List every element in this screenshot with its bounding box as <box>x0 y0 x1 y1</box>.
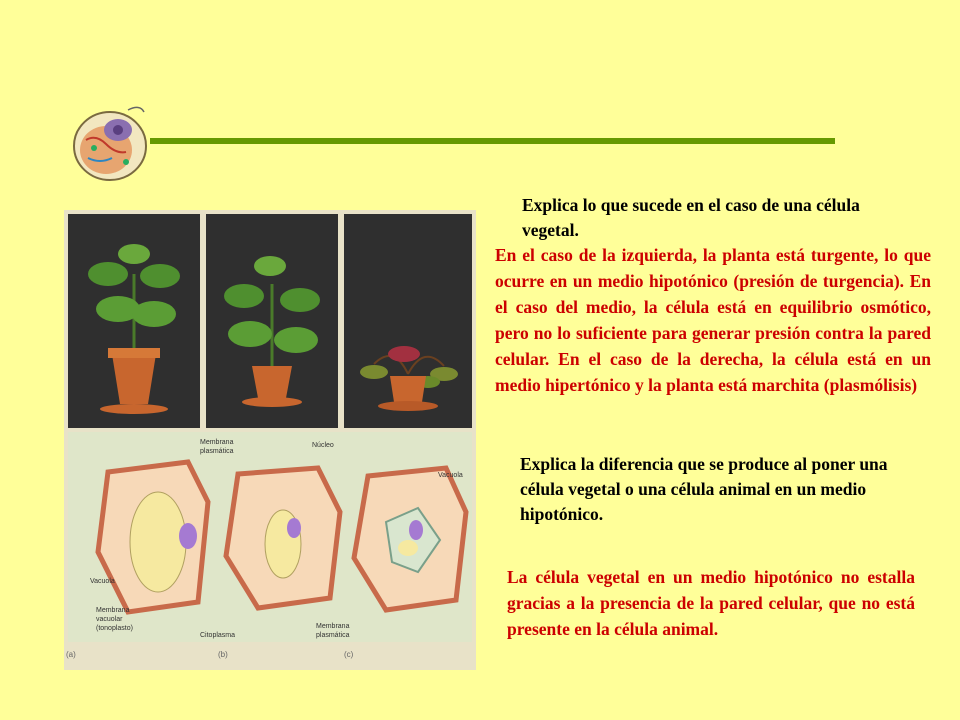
equilibrium-plant-icon <box>206 214 338 428</box>
plant-photo-wilted <box>344 214 472 428</box>
plant-photo-turgent <box>68 214 200 428</box>
plant-photo-equilibrium <box>206 214 338 428</box>
animal-cell-clipart-icon <box>66 100 162 190</box>
label-membrana-vacuolar: Membrana vacuolar (tonoplasto) <box>96 607 133 632</box>
label-nucleo: Núcleo <box>312 442 334 449</box>
panel-letter-c: (c) <box>344 650 354 659</box>
answer-1: En el caso de la izquierda, la planta está turgente, lo que ocurre en un medio hipotónico (presión de turgencia). En el caso del medio, la célula está en equilibrio osmótico, pero no lo suficiente para generar presión contra la pared celular. En el caso de la derecha, la célula está en un medio hipertónico y la planta está marchita (plasmólisis) <box>495 245 931 395</box>
label-vacuola-left: Vacuola <box>90 578 115 585</box>
turgent-plant-icon <box>68 214 200 428</box>
panel-letter-a: (a) <box>66 650 76 659</box>
title-rule <box>150 138 835 144</box>
label-vacuola-right: Vacuola <box>438 472 463 479</box>
answer-2: La célula vegetal en un medio hipotónico no estalla gracias a la presencia de la pared celular, que no está presente en la célula animal. <box>507 567 915 639</box>
label-membrana-plasmatica-bottom: Membrana plasmática <box>316 623 350 639</box>
label-citoplasma: Citoplasma <box>200 632 236 639</box>
question-1: Explica lo que sucede en el caso de una célula vegetal. <box>522 195 860 240</box>
wilted-plant-icon <box>344 214 472 428</box>
panel-letter-b: (b) <box>218 650 228 659</box>
question-2: Explica la diferencia que se produce al poner una célula vegetal o una célula animal en un medio hipotónico. <box>520 454 888 524</box>
label-membrana-plasmatica-top: Membrana plasmática <box>200 439 234 455</box>
plant-cell-osmosis-figure <box>64 210 476 670</box>
